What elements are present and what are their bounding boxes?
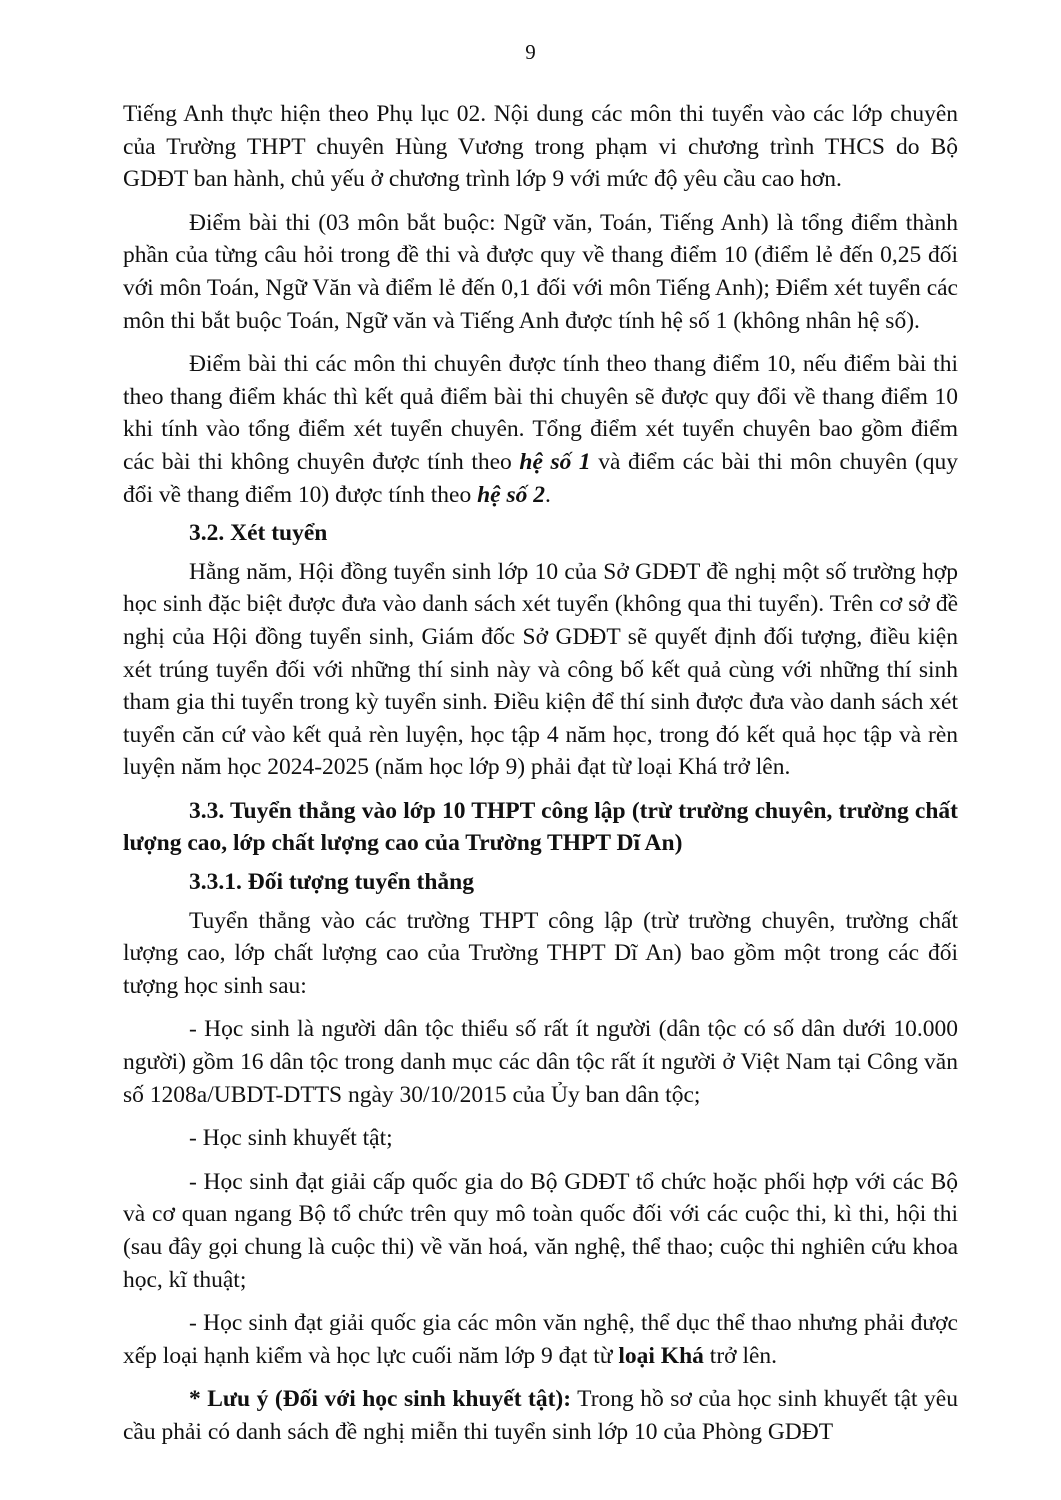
emphasis-coefficient-1: hệ số 1 — [519, 448, 591, 475]
list-item-ethnic-minority: - Học sinh là người dân tộc thiểu số rất ít người (dân tộc có số dân dưới 10.000 người) gồm 16 dân tộc trong danh mục các dân tộc rất ít người ở Việt Nam tại Công văn số 1208a/UBDT-DTTS ngày 30/10/2015 của Ủy ban dân tộc; — [123, 1016, 958, 1108]
note-text: Trong hồ sơ của học sinh khuyết tật yêu cầu phải có danh sách đề nghị miễn thi tuyển sinh lớp 10 của Phòng GDĐT — [123, 1386, 958, 1445]
list-item-disabled-students: - Học sinh khuyết tật; — [189, 1125, 393, 1152]
text-run: Điểm bài thi các môn thi chuyên được tính theo thang điểm 10, nếu điểm bài thi theo thang điểm khác thì kết quả điểm bài thi chuyên sẽ được quy đổi về thang điểm 10 khi tính vào tổng điểm xét tuyển chuyên. Tổng điểm xét tuyển chuyên bao gồm điểm các bài thi không chuyên được tính theo — [123, 351, 958, 475]
page-number: 9 — [525, 40, 536, 64]
heading-3-2: 3.2. Xét tuyển — [189, 520, 328, 547]
text-run: trở lên. — [703, 1342, 778, 1369]
text-run: và điểm các bài thi môn chuyên (quy đổi về thang điểm 10) được tính theo — [123, 448, 958, 508]
paragraph-direct-admission: Tuyển thẳng vào các trường THPT công lập (trừ trường chuyên, trường chất lượng cao, lớp chất lượng cao của Trường THPT Dĩ An) bao gồm một trong các đối tượng học sinh sau: — [123, 907, 958, 999]
paragraph-admission-review: Hằng năm, Hội đồng tuyển sinh lớp 10 của Sở GDĐT đề nghị một số trường hợp học sinh đặc biệt được đưa vào danh sách xét tuyển (không qua thi tuyển). Trên cơ sở đề nghị của Hội đồng tuyển sinh, Giám đốc Sở GDĐT sẽ quyết định đối tượng, điều kiện xét trúng tuyển đối với những thí sinh này và công bố kết quả cùng với những thí sinh tham gia thi tuyển trong kỳ tuyển sinh. Điều kiện để thí sinh được đưa vào danh sách xét tuyển căn cứ vào kết quả rèn luyện, học tập 4 năm học, trong đó kết quả học tập và rèn luyện năm học 2024-2025 (năm học lớp 9) phải đạt từ loại Khá trở lên. — [123, 558, 958, 781]
list-item-arts-sports-award — [123, 1307, 958, 1372]
heading-3-3-1: 3.3.1. Đối tượng tuyển thẳng — [189, 869, 474, 896]
text-run: . — [545, 481, 551, 508]
paragraph-continuation: Tiếng Anh thực hiện theo Phụ lục 02. Nội dung các môn thi tuyển vào các lớp chuyên của Trường THPT chuyên Hùng Vương trong phạm vi chương trình THCS do Bộ GDĐT ban hành, chủ yếu ở chương trình lớp 9 với mức độ yêu cầu cao hơn. — [123, 101, 958, 193]
paragraph-exam-scores: Điểm bài thi (03 môn bắt buộc: Ngữ văn, Toán, Tiếng Anh) là tổng điểm thành phần của từng câu hỏi trong đề thi và được quy về thang điểm 10 (điểm lẻ đến 0,25 đối với môn Toán, Ngữ Văn và điểm lẻ đến 0,1 đối với môn Tiếng Anh); Điểm xét tuyển các môn thi bắt buộc Toán, Ngữ văn và Tiếng Anh được tính hệ số 1 (không nhân hệ số). — [123, 209, 958, 334]
paragraph-specialized-scores — [123, 348, 958, 511]
document-body — [123, 98, 958, 1449]
list-item-national-award: - Học sinh đạt giải cấp quốc gia do Bộ GDĐT tổ chức hoặc phối hợp với các Bộ và cơ quan ngang Bộ tổ chức trên quy mô toàn quốc đối với các cuộc thi, kì thi, hội thi (sau đây gọi chung là cuộc thi) về văn hoá, văn nghệ, thể thao; cuộc thi nghiên cứu khoa học, kĩ thuật; — [123, 1168, 958, 1293]
note-disabled-students — [123, 1383, 958, 1448]
heading-3-3: 3.3. Tuyển thẳng vào lớp 10 THPT công lập (trừ trường chuyên, trường chất lượng cao, lớp chất lượng cao của Trường THPT Dĩ An) — [123, 797, 958, 857]
emphasis-rank: loại Khá — [618, 1342, 704, 1369]
emphasis-coefficient-2: hệ số 2 — [477, 481, 546, 508]
text-run: - Học sinh đạt giải quốc gia các môn văn nghệ, thể dục thể thao nhưng phải được xếp loại hạnh kiểm và học lực cuối năm lớp 9 đạt từ — [123, 1310, 958, 1369]
note-label: * Lưu ý (Đối với học sinh khuyết tật): — [189, 1386, 572, 1413]
